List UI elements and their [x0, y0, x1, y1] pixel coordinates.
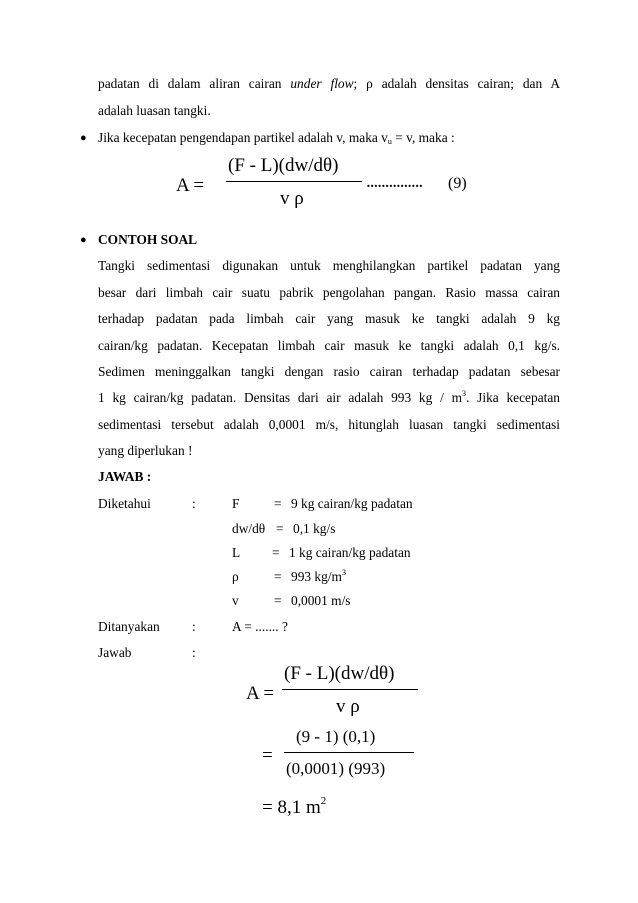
- solution-denominator: v ρ: [336, 696, 360, 717]
- given-sym-dwdtheta: dw/dθ: [232, 521, 266, 536]
- diketahui-colon: :: [192, 496, 196, 511]
- bullet-dot-icon: ●: [80, 234, 87, 246]
- bullet-1-text: Jika kecepatan pengendapan partikel adalah v, maka $v_u = v$, maka :: [98, 130, 455, 146]
- given-eq-rho: =: [274, 569, 282, 584]
- intro-line-2: adalah luasan tangki.: [98, 103, 211, 118]
- solution-denominator-2: (0,0001) (993): [286, 759, 386, 778]
- solution-fraction-bar: [282, 689, 418, 690]
- contoh-line-6: 1 kg cairan/kg padatan. Densitas dari air adalah 993 kg / $m^3$. Jika kecepatan: [98, 389, 561, 405]
- jawab-heading: JAWAB :: [98, 469, 152, 484]
- contoh-line-4: cairan/kg padatan. Kecepatan limbah cair masuk ke tangki adalah 0,1 kg/s.: [98, 338, 560, 353]
- given-val-rho: 993 $kg/m^3$: [291, 568, 346, 584]
- contoh-line-3: terhadap padatan pada limbah cair yang masuk ke tangki adalah 9 kg: [98, 311, 560, 326]
- contoh-line-2: besar dari limbah cair suatu pabrik pengolahan pangan. Rasio massa cairan: [98, 285, 560, 300]
- given-val-v: 0,0001 m/s: [291, 593, 351, 608]
- diketahui-label: Diketahui: [98, 496, 151, 511]
- given-sym-v: v: [232, 593, 239, 608]
- given-eq-L: =: [272, 545, 280, 560]
- contoh-soal-heading: CONTOH SOAL: [98, 232, 198, 247]
- given-sym-F: F: [232, 496, 240, 511]
- eq9-numerator: (F - L)(dw/dθ): [228, 155, 339, 176]
- ditanyakan-colon: :: [192, 619, 196, 634]
- bullet-dot-icon: ●: [80, 132, 87, 144]
- asked-value: A = ....... ?: [232, 619, 288, 634]
- solution-result: = 8,1 $m^2$: [262, 795, 327, 818]
- given-sym-L: L: [232, 545, 241, 560]
- solution-equals-2: =: [262, 745, 273, 766]
- given-val-F: 9 kg cairan/kg padatan: [291, 496, 413, 511]
- contoh-line-7: sedimentasi tersebut adalah 0,0001 m/s, hitunglah luasan tangki sedimentasi: [98, 417, 560, 432]
- given-sym-rho: ρ: [232, 569, 239, 584]
- jawab-label: Jawab: [98, 645, 132, 660]
- intro-line-1: padatan di dalam aliran cairan under flow; ρ adalah densitas cairan; dan A: [98, 76, 560, 91]
- solution-lhs: A =: [246, 683, 275, 704]
- intro-italic: under flow: [290, 76, 354, 91]
- eq9-denominator: v ρ: [280, 188, 304, 209]
- solution-numerator: (F - L)(dw/dθ): [284, 663, 395, 684]
- ditanyakan-label: Ditanyakan: [98, 619, 160, 634]
- eq9-dots: ...............: [366, 171, 423, 192]
- contoh-line-8: yang diperlukan !: [98, 443, 193, 458]
- eq9-lhs: A =: [176, 175, 205, 196]
- solution-fraction-bar-2: [284, 752, 414, 753]
- given-eq-v: =: [274, 593, 282, 608]
- eq9-fraction-bar: [226, 181, 362, 182]
- jawab-colon: :: [192, 645, 196, 660]
- given-val-dwdtheta: 0,1 kg/s: [293, 521, 336, 536]
- given-eq-F: =: [274, 496, 282, 511]
- contoh-line-1: Tangki sedimentasi digunakan untuk menghilangkan partikel padatan yang: [98, 258, 560, 273]
- given-eq-dwdtheta: =: [276, 521, 284, 536]
- contoh-line-5: Sedimen meninggalkan tangki dengan rasio cairan terhadap padatan sebesar: [98, 364, 560, 379]
- eq9-label: (9): [448, 175, 467, 192]
- given-val-L: 1 kg cairan/kg padatan: [289, 545, 411, 560]
- solution-numerator-2: (9 - 1) (0,1): [296, 727, 376, 746]
